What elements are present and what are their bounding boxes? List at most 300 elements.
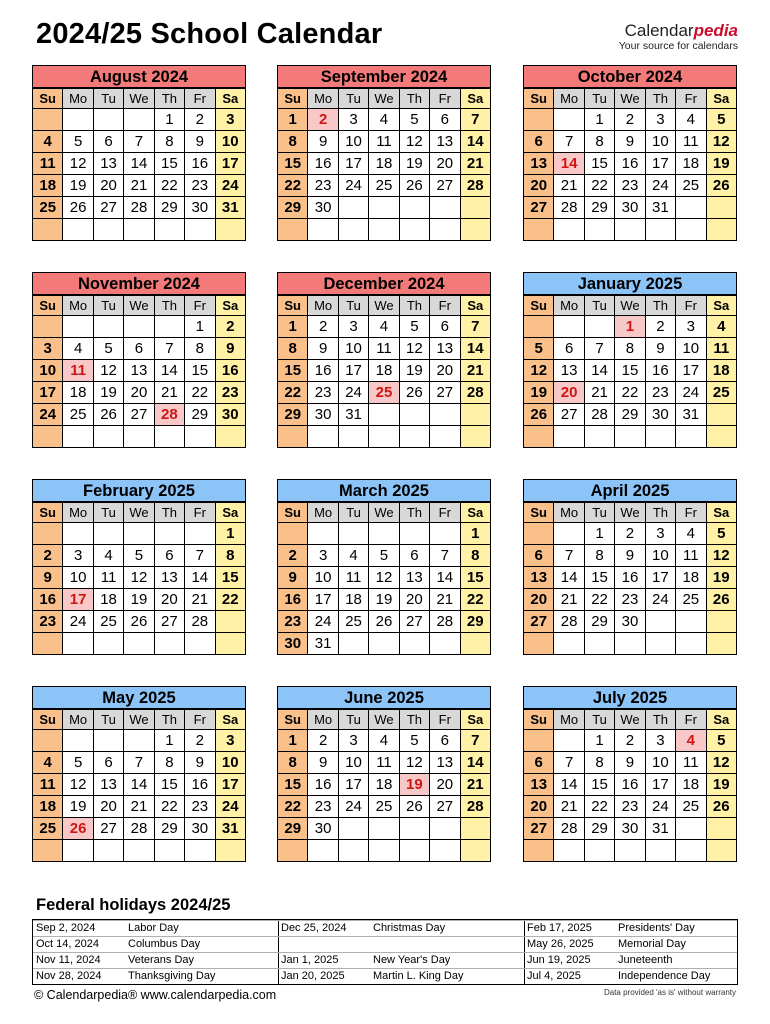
- day-cell[interactable]: 16: [308, 774, 338, 796]
- day-cell[interactable]: 22: [278, 796, 308, 818]
- day-cell[interactable]: 1: [615, 316, 645, 338]
- day-cell[interactable]: 25: [676, 589, 706, 611]
- day-cell[interactable]: 12: [399, 338, 429, 360]
- day-cell[interactable]: 11: [338, 567, 368, 589]
- day-cell[interactable]: 19: [706, 567, 736, 589]
- day-cell[interactable]: 4: [369, 316, 399, 338]
- day-cell[interactable]: 7: [554, 545, 584, 567]
- day-cell[interactable]: 31: [676, 404, 706, 426]
- day-cell[interactable]: 4: [338, 545, 368, 567]
- day-cell[interactable]: 29: [278, 197, 308, 219]
- day-cell[interactable]: 7: [430, 545, 460, 567]
- day-cell[interactable]: 17: [676, 360, 706, 382]
- day-cell[interactable]: 13: [524, 774, 554, 796]
- day-cell[interactable]: 17: [215, 153, 245, 175]
- day-cell[interactable]: 10: [338, 752, 368, 774]
- day-cell[interactable]: 31: [215, 818, 245, 840]
- day-cell[interactable]: 26: [706, 589, 736, 611]
- footer-copyright[interactable]: © Calendarpedia® www.calendarpedia.com: [34, 988, 277, 1002]
- day-cell[interactable]: 24: [338, 796, 368, 818]
- day-cell[interactable]: 9: [615, 545, 645, 567]
- day-cell[interactable]: 14: [124, 153, 154, 175]
- day-cell[interactable]: 23: [615, 589, 645, 611]
- day-cell[interactable]: 2: [185, 730, 215, 752]
- day-cell[interactable]: 20: [524, 589, 554, 611]
- day-cell[interactable]: 20: [524, 796, 554, 818]
- day-cell[interactable]: 1: [584, 523, 614, 545]
- day-cell[interactable]: 8: [615, 338, 645, 360]
- day-cell[interactable]: 23: [308, 796, 338, 818]
- day-cell[interactable]: 16: [278, 589, 308, 611]
- day-cell[interactable]: 3: [338, 109, 368, 131]
- day-cell[interactable]: 28: [554, 611, 584, 633]
- day-cell[interactable]: 27: [554, 404, 584, 426]
- day-cell[interactable]: 13: [430, 338, 460, 360]
- day-cell[interactable]: 22: [215, 589, 245, 611]
- day-cell[interactable]: 20: [93, 796, 123, 818]
- day-cell[interactable]: 9: [185, 752, 215, 774]
- day-cell[interactable]: 28: [124, 818, 154, 840]
- day-cell[interactable]: 30: [308, 197, 338, 219]
- day-cell[interactable]: 9: [278, 567, 308, 589]
- day-cell[interactable]: 30: [615, 818, 645, 840]
- day-cell[interactable]: 6: [93, 131, 123, 153]
- day-cell[interactable]: 29: [278, 818, 308, 840]
- day-cell[interactable]: 11: [63, 360, 93, 382]
- day-cell[interactable]: 30: [645, 404, 675, 426]
- day-cell[interactable]: 1: [460, 523, 490, 545]
- day-cell[interactable]: 17: [63, 589, 93, 611]
- day-cell[interactable]: 30: [215, 404, 245, 426]
- day-cell[interactable]: 2: [308, 316, 338, 338]
- day-cell[interactable]: 24: [33, 404, 63, 426]
- day-cell[interactable]: 19: [399, 153, 429, 175]
- day-cell[interactable]: 10: [676, 338, 706, 360]
- day-cell[interactable]: 4: [93, 545, 123, 567]
- day-cell[interactable]: 29: [185, 404, 215, 426]
- day-cell[interactable]: 21: [154, 382, 184, 404]
- day-cell[interactable]: 24: [338, 382, 368, 404]
- day-cell[interactable]: 27: [154, 611, 184, 633]
- day-cell[interactable]: 7: [460, 316, 490, 338]
- day-cell[interactable]: 6: [399, 545, 429, 567]
- day-cell[interactable]: 5: [63, 131, 93, 153]
- day-cell[interactable]: 30: [615, 197, 645, 219]
- day-cell[interactable]: 8: [154, 131, 184, 153]
- day-cell[interactable]: 13: [524, 567, 554, 589]
- day-cell[interactable]: 18: [33, 175, 63, 197]
- day-cell[interactable]: 14: [554, 774, 584, 796]
- day-cell[interactable]: 16: [615, 153, 645, 175]
- day-cell[interactable]: 19: [524, 382, 554, 404]
- day-cell[interactable]: 21: [554, 796, 584, 818]
- day-cell[interactable]: 13: [554, 360, 584, 382]
- day-cell[interactable]: 11: [33, 774, 63, 796]
- day-cell[interactable]: 18: [676, 774, 706, 796]
- day-cell[interactable]: 9: [615, 131, 645, 153]
- day-cell[interactable]: 9: [185, 131, 215, 153]
- day-cell[interactable]: 18: [93, 589, 123, 611]
- day-cell[interactable]: 3: [338, 316, 368, 338]
- day-cell[interactable]: 15: [278, 774, 308, 796]
- day-cell[interactable]: 4: [369, 730, 399, 752]
- day-cell[interactable]: 16: [308, 360, 338, 382]
- day-cell[interactable]: 17: [645, 567, 675, 589]
- day-cell[interactable]: 16: [645, 360, 675, 382]
- day-cell[interactable]: 17: [215, 774, 245, 796]
- day-cell[interactable]: 12: [369, 567, 399, 589]
- day-cell[interactable]: 8: [278, 131, 308, 153]
- day-cell[interactable]: 13: [124, 360, 154, 382]
- day-cell[interactable]: 9: [615, 752, 645, 774]
- day-cell[interactable]: 7: [460, 730, 490, 752]
- day-cell[interactable]: 17: [338, 360, 368, 382]
- day-cell[interactable]: 25: [676, 796, 706, 818]
- day-cell[interactable]: 28: [584, 404, 614, 426]
- day-cell[interactable]: 29: [154, 197, 184, 219]
- day-cell[interactable]: 23: [615, 796, 645, 818]
- day-cell[interactable]: 8: [460, 545, 490, 567]
- day-cell[interactable]: 11: [676, 752, 706, 774]
- day-cell[interactable]: 27: [524, 197, 554, 219]
- day-cell[interactable]: 12: [399, 752, 429, 774]
- day-cell[interactable]: 7: [584, 338, 614, 360]
- day-cell[interactable]: 1: [278, 730, 308, 752]
- day-cell[interactable]: 15: [278, 153, 308, 175]
- day-cell[interactable]: 27: [399, 611, 429, 633]
- day-cell[interactable]: 20: [554, 382, 584, 404]
- day-cell[interactable]: 4: [706, 316, 736, 338]
- day-cell[interactable]: 24: [215, 175, 245, 197]
- day-cell[interactable]: 19: [706, 774, 736, 796]
- day-cell[interactable]: 11: [676, 545, 706, 567]
- day-cell[interactable]: 5: [706, 109, 736, 131]
- day-cell[interactable]: 29: [154, 818, 184, 840]
- day-cell[interactable]: 27: [430, 796, 460, 818]
- day-cell[interactable]: 1: [154, 730, 184, 752]
- day-cell[interactable]: 21: [554, 589, 584, 611]
- day-cell[interactable]: 21: [460, 774, 490, 796]
- day-cell[interactable]: 26: [63, 197, 93, 219]
- day-cell[interactable]: 24: [645, 796, 675, 818]
- day-cell[interactable]: 28: [554, 818, 584, 840]
- day-cell[interactable]: 2: [615, 730, 645, 752]
- day-cell[interactable]: 29: [584, 611, 614, 633]
- day-cell[interactable]: 7: [124, 131, 154, 153]
- day-cell[interactable]: 9: [33, 567, 63, 589]
- day-cell[interactable]: 24: [645, 589, 675, 611]
- day-cell[interactable]: 4: [369, 109, 399, 131]
- day-cell[interactable]: 2: [215, 316, 245, 338]
- day-cell[interactable]: 12: [63, 774, 93, 796]
- day-cell[interactable]: 5: [524, 338, 554, 360]
- day-cell[interactable]: 20: [124, 382, 154, 404]
- day-cell[interactable]: 25: [676, 175, 706, 197]
- day-cell[interactable]: 14: [154, 360, 184, 382]
- day-cell[interactable]: 26: [93, 404, 123, 426]
- day-cell[interactable]: 27: [93, 197, 123, 219]
- day-cell[interactable]: 21: [460, 360, 490, 382]
- day-cell[interactable]: 25: [93, 611, 123, 633]
- day-cell[interactable]: 14: [554, 153, 584, 175]
- day-cell[interactable]: 27: [124, 404, 154, 426]
- day-cell[interactable]: 18: [676, 567, 706, 589]
- day-cell[interactable]: 17: [645, 774, 675, 796]
- day-cell[interactable]: 8: [584, 545, 614, 567]
- day-cell[interactable]: 22: [460, 589, 490, 611]
- day-cell[interactable]: 10: [645, 545, 675, 567]
- day-cell[interactable]: 2: [308, 730, 338, 752]
- day-cell[interactable]: 18: [33, 796, 63, 818]
- day-cell[interactable]: 12: [399, 131, 429, 153]
- day-cell[interactable]: 20: [154, 589, 184, 611]
- day-cell[interactable]: 20: [399, 589, 429, 611]
- day-cell[interactable]: 29: [460, 611, 490, 633]
- day-cell[interactable]: 22: [154, 796, 184, 818]
- day-cell[interactable]: 23: [308, 175, 338, 197]
- day-cell[interactable]: 18: [676, 153, 706, 175]
- day-cell[interactable]: 10: [33, 360, 63, 382]
- day-cell[interactable]: 21: [124, 796, 154, 818]
- day-cell[interactable]: 15: [215, 567, 245, 589]
- day-cell[interactable]: 30: [615, 611, 645, 633]
- day-cell[interactable]: 18: [338, 589, 368, 611]
- day-cell[interactable]: 5: [399, 316, 429, 338]
- day-cell[interactable]: 1: [215, 523, 245, 545]
- day-cell[interactable]: 11: [33, 153, 63, 175]
- day-cell[interactable]: 10: [63, 567, 93, 589]
- day-cell[interactable]: 23: [185, 175, 215, 197]
- day-cell[interactable]: 2: [308, 109, 338, 131]
- day-cell[interactable]: 28: [460, 796, 490, 818]
- day-cell[interactable]: 29: [615, 404, 645, 426]
- day-cell[interactable]: 13: [93, 153, 123, 175]
- day-cell[interactable]: 31: [215, 197, 245, 219]
- day-cell[interactable]: 25: [33, 197, 63, 219]
- day-cell[interactable]: 24: [645, 175, 675, 197]
- day-cell[interactable]: 28: [124, 197, 154, 219]
- day-cell[interactable]: 16: [215, 360, 245, 382]
- day-cell[interactable]: 20: [430, 774, 460, 796]
- day-cell[interactable]: 28: [554, 197, 584, 219]
- day-cell[interactable]: 31: [645, 197, 675, 219]
- day-cell[interactable]: 26: [399, 796, 429, 818]
- day-cell[interactable]: 15: [278, 360, 308, 382]
- day-cell[interactable]: 18: [706, 360, 736, 382]
- day-cell[interactable]: 23: [615, 175, 645, 197]
- day-cell[interactable]: 20: [93, 175, 123, 197]
- day-cell[interactable]: 1: [584, 730, 614, 752]
- day-cell[interactable]: 10: [215, 752, 245, 774]
- day-cell[interactable]: 17: [308, 589, 338, 611]
- day-cell[interactable]: 16: [308, 153, 338, 175]
- day-cell[interactable]: 1: [154, 109, 184, 131]
- day-cell[interactable]: 20: [430, 360, 460, 382]
- day-cell[interactable]: 18: [63, 382, 93, 404]
- day-cell[interactable]: 3: [676, 316, 706, 338]
- day-cell[interactable]: 12: [706, 752, 736, 774]
- day-cell[interactable]: 19: [124, 589, 154, 611]
- day-cell[interactable]: 3: [215, 730, 245, 752]
- day-cell[interactable]: 15: [185, 360, 215, 382]
- day-cell[interactable]: 1: [278, 109, 308, 131]
- day-cell[interactable]: 8: [278, 752, 308, 774]
- day-cell[interactable]: 31: [338, 404, 368, 426]
- day-cell[interactable]: 15: [460, 567, 490, 589]
- day-cell[interactable]: 11: [369, 131, 399, 153]
- day-cell[interactable]: 3: [645, 523, 675, 545]
- day-cell[interactable]: 4: [676, 523, 706, 545]
- day-cell[interactable]: 23: [645, 382, 675, 404]
- day-cell[interactable]: 16: [185, 774, 215, 796]
- day-cell[interactable]: 19: [63, 796, 93, 818]
- day-cell[interactable]: 2: [615, 523, 645, 545]
- day-cell[interactable]: 25: [338, 611, 368, 633]
- day-cell[interactable]: 7: [185, 545, 215, 567]
- day-cell[interactable]: 12: [706, 131, 736, 153]
- day-cell[interactable]: 23: [215, 382, 245, 404]
- day-cell[interactable]: 13: [399, 567, 429, 589]
- day-cell[interactable]: 14: [460, 752, 490, 774]
- day-cell[interactable]: 21: [430, 589, 460, 611]
- day-cell[interactable]: 2: [33, 545, 63, 567]
- day-cell[interactable]: 22: [584, 589, 614, 611]
- day-cell[interactable]: 28: [460, 382, 490, 404]
- day-cell[interactable]: 12: [93, 360, 123, 382]
- day-cell[interactable]: 15: [584, 567, 614, 589]
- day-cell[interactable]: 22: [584, 796, 614, 818]
- day-cell[interactable]: 27: [430, 382, 460, 404]
- brand-logo[interactable]: [619, 22, 738, 52]
- day-cell[interactable]: 6: [124, 338, 154, 360]
- day-cell[interactable]: 14: [430, 567, 460, 589]
- day-cell[interactable]: 15: [584, 153, 614, 175]
- day-cell[interactable]: 4: [33, 131, 63, 153]
- day-cell[interactable]: 23: [33, 611, 63, 633]
- day-cell[interactable]: 25: [33, 818, 63, 840]
- day-cell[interactable]: 4: [33, 752, 63, 774]
- day-cell[interactable]: 13: [430, 752, 460, 774]
- day-cell[interactable]: 30: [278, 633, 308, 655]
- day-cell[interactable]: 2: [185, 109, 215, 131]
- day-cell[interactable]: 21: [584, 382, 614, 404]
- day-cell[interactable]: 8: [185, 338, 215, 360]
- day-cell[interactable]: 9: [645, 338, 675, 360]
- day-cell[interactable]: 11: [706, 338, 736, 360]
- day-cell[interactable]: 30: [185, 818, 215, 840]
- day-cell[interactable]: 6: [430, 316, 460, 338]
- day-cell[interactable]: 3: [33, 338, 63, 360]
- day-cell[interactable]: 15: [154, 774, 184, 796]
- day-cell[interactable]: 6: [524, 752, 554, 774]
- day-cell[interactable]: 13: [430, 131, 460, 153]
- day-cell[interactable]: 5: [369, 545, 399, 567]
- day-cell[interactable]: 27: [524, 611, 554, 633]
- day-cell[interactable]: 10: [215, 131, 245, 153]
- day-cell[interactable]: 30: [308, 404, 338, 426]
- day-cell[interactable]: 13: [154, 567, 184, 589]
- day-cell[interactable]: 28: [154, 404, 184, 426]
- day-cell[interactable]: 6: [430, 109, 460, 131]
- day-cell[interactable]: 4: [676, 109, 706, 131]
- day-cell[interactable]: 30: [308, 818, 338, 840]
- day-cell[interactable]: 7: [124, 752, 154, 774]
- day-cell[interactable]: 10: [338, 131, 368, 153]
- day-cell[interactable]: 6: [554, 338, 584, 360]
- day-cell[interactable]: 11: [93, 567, 123, 589]
- day-cell[interactable]: 10: [645, 131, 675, 153]
- day-cell[interactable]: 8: [584, 131, 614, 153]
- day-cell[interactable]: 7: [460, 109, 490, 131]
- day-cell[interactable]: 3: [645, 730, 675, 752]
- day-cell[interactable]: 19: [369, 589, 399, 611]
- day-cell[interactable]: 1: [584, 109, 614, 131]
- day-cell[interactable]: 15: [615, 360, 645, 382]
- day-cell[interactable]: 20: [524, 175, 554, 197]
- day-cell[interactable]: 19: [706, 153, 736, 175]
- day-cell[interactable]: 11: [369, 752, 399, 774]
- day-cell[interactable]: 20: [430, 153, 460, 175]
- day-cell[interactable]: 5: [93, 338, 123, 360]
- day-cell[interactable]: 24: [63, 611, 93, 633]
- day-cell[interactable]: 7: [554, 131, 584, 153]
- day-cell[interactable]: 6: [430, 730, 460, 752]
- day-cell[interactable]: 24: [676, 382, 706, 404]
- day-cell[interactable]: 22: [615, 382, 645, 404]
- day-cell[interactable]: 21: [185, 589, 215, 611]
- day-cell[interactable]: 26: [524, 404, 554, 426]
- day-cell[interactable]: 24: [215, 796, 245, 818]
- day-cell[interactable]: 5: [124, 545, 154, 567]
- day-cell[interactable]: 23: [185, 796, 215, 818]
- day-cell[interactable]: 16: [615, 774, 645, 796]
- day-cell[interactable]: 21: [554, 175, 584, 197]
- day-cell[interactable]: 26: [369, 611, 399, 633]
- day-cell[interactable]: 26: [124, 611, 154, 633]
- day-cell[interactable]: 31: [308, 633, 338, 655]
- day-cell[interactable]: 24: [338, 175, 368, 197]
- day-cell[interactable]: 7: [154, 338, 184, 360]
- day-cell[interactable]: 25: [706, 382, 736, 404]
- day-cell[interactable]: 26: [399, 175, 429, 197]
- day-cell[interactable]: 27: [524, 818, 554, 840]
- day-cell[interactable]: 10: [645, 752, 675, 774]
- day-cell[interactable]: 8: [278, 338, 308, 360]
- day-cell[interactable]: 12: [706, 545, 736, 567]
- day-cell[interactable]: 23: [308, 382, 338, 404]
- day-cell[interactable]: 3: [338, 730, 368, 752]
- day-cell[interactable]: 8: [215, 545, 245, 567]
- day-cell[interactable]: 17: [33, 382, 63, 404]
- day-cell[interactable]: 3: [215, 109, 245, 131]
- day-cell[interactable]: 25: [369, 382, 399, 404]
- day-cell[interactable]: 28: [185, 611, 215, 633]
- day-cell[interactable]: 9: [308, 752, 338, 774]
- day-cell[interactable]: 15: [584, 774, 614, 796]
- day-cell[interactable]: 14: [185, 567, 215, 589]
- day-cell[interactable]: 26: [63, 818, 93, 840]
- day-cell[interactable]: 22: [154, 175, 184, 197]
- day-cell[interactable]: 17: [338, 774, 368, 796]
- day-cell[interactable]: 28: [460, 175, 490, 197]
- day-cell[interactable]: 2: [615, 109, 645, 131]
- day-cell[interactable]: 7: [554, 752, 584, 774]
- day-cell[interactable]: 26: [706, 796, 736, 818]
- day-cell[interactable]: 4: [63, 338, 93, 360]
- day-cell[interactable]: 14: [554, 567, 584, 589]
- day-cell[interactable]: 19: [93, 382, 123, 404]
- day-cell[interactable]: 22: [185, 382, 215, 404]
